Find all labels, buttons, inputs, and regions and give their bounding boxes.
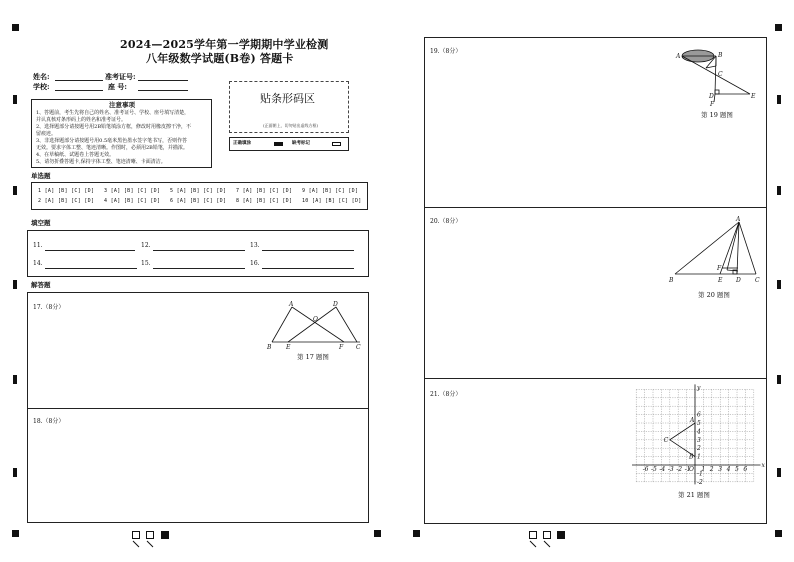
notice-line: 5、请勿折叠答题卡,保持字体工整、笔迹清晰、卡面清洁。 (36, 159, 166, 165)
fig20-label-c: C (755, 277, 760, 284)
y-tick-label: -1 (697, 470, 703, 478)
missing-mark-box[interactable] (332, 142, 341, 146)
edge-marker (777, 375, 781, 384)
choice-item[interactable]: 3 [A] [B] [C] [D] (104, 188, 161, 194)
single-choice-box (31, 182, 368, 210)
exam-no-label: 准考证号: (105, 72, 136, 81)
x-tick-label: 2 (709, 466, 714, 473)
edge-marker (13, 468, 17, 477)
edge-marker (777, 280, 781, 289)
edge-marker (13, 375, 17, 384)
fig17-label-e: E (286, 344, 291, 351)
corner-marker (775, 530, 782, 537)
x-tick-label: -3 (667, 466, 674, 473)
figure-21-grid (628, 384, 765, 486)
figure-20-caption: 第 20 题图 (698, 291, 730, 299)
page-marker-filled (161, 531, 169, 539)
y-tick-label: 2 (697, 445, 701, 453)
blank-13-label: 13. (250, 242, 260, 249)
fig21-label-a: A (690, 417, 695, 424)
choice-item[interactable]: 6 [A] [B] [C] [D] (170, 198, 227, 204)
fig19-label-a: A (676, 53, 681, 60)
y-tick-label: 6 (697, 411, 701, 419)
notice-line: 无效。要求字体工整、笔迹清晰。作图时，必须用2B铅笔，并描浓。 (36, 145, 188, 151)
fig19-label-b: B (718, 52, 723, 59)
page-marker-slash (146, 531, 154, 539)
choice-item[interactable]: 4 [A] [B] [C] [D] (104, 198, 161, 204)
x-tick-label: -5 (651, 466, 657, 473)
blank-11-label: 11. (33, 242, 43, 249)
edge-marker (777, 468, 781, 477)
blank-13-field[interactable] (262, 250, 354, 251)
fig19-label-c: C (718, 71, 723, 78)
blank-14-label: 14. (33, 260, 43, 267)
question-17-label: 17.（8分） (33, 304, 65, 311)
fig17-label-d: D (333, 301, 338, 308)
missing-mark-label: 缺考标记 (292, 141, 310, 146)
fig20-label-b: B (669, 277, 674, 284)
page-marker-slash (132, 531, 140, 539)
section-answer: 解答题 (31, 281, 51, 289)
seat-label: 座 号: (108, 82, 128, 91)
x-tick-label: -4 (659, 466, 666, 473)
figure-17 (262, 298, 367, 352)
choice-item[interactable]: 10 [A] [B] [C] [D] (302, 198, 362, 204)
blank-15-field[interactable] (153, 268, 245, 269)
fig21-label-c: C (663, 436, 669, 444)
fig17-label-c: C (356, 344, 361, 351)
name-field[interactable] (55, 80, 103, 81)
notice-title: 注意事项 (109, 101, 135, 109)
figure-17-caption: 第 17 题图 (297, 353, 329, 361)
fig20-label-f: F (717, 265, 722, 272)
choice-item[interactable]: 9 [A] [B] [C] [D] (302, 188, 359, 194)
fig20-label-e: E (718, 277, 723, 284)
page-marker-slash (529, 531, 537, 539)
fig21-label-y: y (697, 384, 701, 392)
question-20-label: 20.（8分） (430, 218, 462, 225)
fig17-label-b: B (267, 344, 272, 351)
fig19-label-d: D (709, 93, 714, 100)
edge-marker (777, 95, 781, 104)
x-tick-label: 6 (743, 466, 748, 473)
exam-subtitle: 八年级数学试题(B卷) 答题卡 (146, 52, 294, 65)
figure-20 (664, 213, 764, 287)
x-tick-label: 5 (735, 466, 739, 473)
question-19-label: 19.（8分） (430, 48, 462, 55)
y-tick-label: 5 (697, 420, 701, 427)
name-label: 姓名: (33, 72, 50, 81)
barcode-note: (正面朝上，切勿贴出虚线方框) (263, 123, 319, 128)
fig21-label-x: x (761, 462, 765, 469)
fig17-label-a: A (289, 301, 294, 308)
fig21-label-b: B (689, 453, 694, 461)
blank-11-field[interactable] (45, 250, 135, 251)
notice-line: 1、答题前，考生先将自己的姓名、准考证号、学校、座号填写清楚， (36, 110, 190, 116)
blank-16-field[interactable] (262, 268, 354, 269)
corner-marker (12, 24, 19, 31)
y-tick-label: 3 (697, 436, 701, 444)
y-tick-label: -2 (697, 478, 703, 486)
fig19-label-e: E (751, 93, 756, 100)
blank-12-label: 12. (141, 242, 151, 249)
fig21-label-o: O (689, 466, 694, 473)
barcode-area (229, 81, 349, 133)
notice-line: 2、选择题部分请按题号用2B铅笔填涂方框，修改时用橡皮擦干净，不 (36, 124, 192, 130)
fill-blank-box (27, 230, 369, 277)
y-tick-label: 4 (697, 428, 701, 436)
answer-box-18[interactable] (27, 408, 369, 523)
figure-21-caption: 第 21 题图 (678, 491, 710, 499)
exam-no-field[interactable] (138, 80, 188, 81)
fig20-label-d: D (736, 277, 741, 284)
exam-title: 2024—2025学年第一学期期中学业检测 (120, 38, 329, 51)
figure-19-caption: 第 19 题图 (701, 111, 733, 119)
edge-marker (13, 280, 17, 289)
corner-marker (374, 530, 381, 537)
notice-line: 并认真核对条形码上的姓名和准考证号。 (36, 117, 127, 123)
correct-fill-label: 正确填涂 (233, 141, 251, 146)
corner-marker (775, 24, 782, 31)
section-fill-blank: 填空题 (31, 219, 51, 227)
choice-item[interactable]: 2 [A] [B] [C] [D] (38, 198, 95, 204)
page-marker-filled (557, 531, 565, 539)
y-tick-label: 1 (697, 453, 701, 461)
fig19-label-f: F (710, 101, 715, 108)
x-tick-label: -6 (642, 466, 649, 473)
barcode-title: 贴条形码区 (260, 92, 315, 105)
x-tick-label: 1 (701, 466, 706, 473)
blank-12-field[interactable] (153, 250, 245, 251)
edge-marker (13, 186, 17, 195)
choice-item[interactable]: 8 [A] [B] [C] [D] (236, 198, 293, 204)
blank-16-label: 16. (250, 260, 260, 267)
edge-marker (777, 186, 781, 195)
notice-box (31, 99, 212, 168)
corner-marker (413, 530, 420, 537)
correct-fill-mark (274, 142, 283, 146)
fig20-label-a: A (736, 216, 741, 223)
x-tick-label: -1 (684, 466, 691, 473)
fill-legend (229, 137, 349, 151)
choice-item[interactable]: 5 [A] [B] [C] [D] (170, 188, 227, 194)
notice-line: 留痕迹。 (36, 131, 57, 137)
question-18-label: 18.（8分） (33, 418, 65, 425)
x-tick-label: 4 (726, 466, 731, 473)
page-marker-slash (543, 531, 551, 539)
edge-marker (13, 95, 17, 104)
section-single-choice: 单选题 (31, 172, 51, 180)
seat-field[interactable] (138, 90, 188, 91)
choice-item[interactable]: 7 [A] [B] [C] [D] (236, 188, 293, 194)
figure-19 (676, 44, 766, 110)
x-tick-label: -2 (676, 466, 683, 473)
school-field[interactable] (55, 90, 103, 91)
notice-line: 3、非选择题部分请按题号用0.5毫米黑色墨水签字笔书写，否则作答 (36, 138, 188, 144)
blank-14-field[interactable] (45, 268, 137, 269)
blank-15-label: 15. (141, 260, 151, 267)
school-label: 学校: (33, 82, 50, 91)
choice-item[interactable]: 1 [A] [B] [C] [D] (38, 188, 95, 194)
corner-marker (12, 530, 19, 537)
x-tick-label: 3 (718, 466, 723, 473)
fig17-label-o: O (313, 316, 318, 323)
notice-line: 4、在草稿纸、试题卷上答题无效。 (36, 152, 115, 158)
fig17-label-f: F (339, 344, 344, 351)
question-21-label: 21.（8分） (430, 391, 462, 398)
